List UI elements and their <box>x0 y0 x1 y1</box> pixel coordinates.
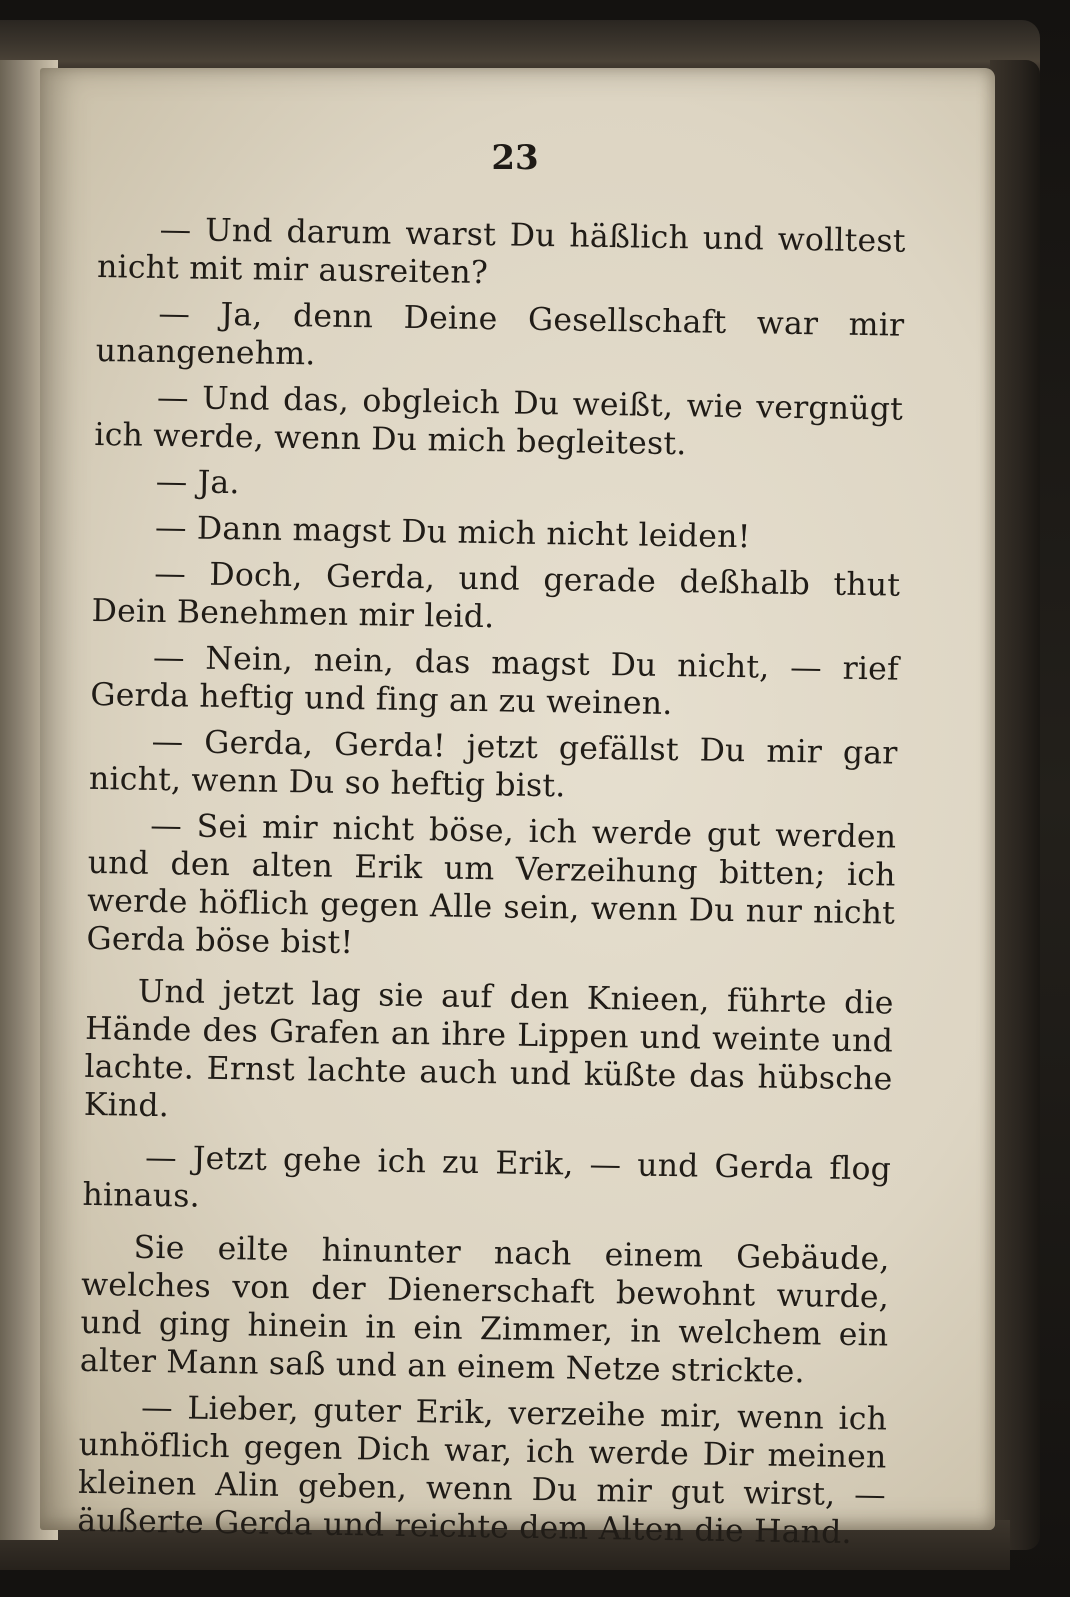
paragraph: — Und darum warst Du häßlich und wolltest nicht mit mir ausreiten? <box>96 211 906 292</box>
paragraph: — Ja, denn Deine Gesellschaft war mir unangenehm. <box>95 295 905 373</box>
paragraph: — Jetzt gehe ich zu Erik, — und Gerda flog hinaus. <box>82 1139 892 1215</box>
paragraph: — Ja. <box>155 463 240 502</box>
paragraph: — Und das, obgleich Du weißt, wie vergnügt ich werde, wenn Du mich begleitest. <box>94 379 904 463</box>
paragraph: — Lieber, guter Erik, verzeihe mir, wenn ich unhöflich gegen Dich war, ich werde Dir meinen kleinen Alin geben, wenn Du mir gut wirst, — äußerte Gerda und reichte dem Alten die Hand. <box>77 1389 888 1552</box>
page-text <box>77 210 906 1553</box>
paragraph: Und jetzt lag sie auf den Knieen, führte die Hände des Grafen an ihre Lippen und weinte und lachte. Ernst lachte auch und küßte das hübsche Kind. <box>83 973 894 1125</box>
page-number: 23 <box>491 138 539 178</box>
paragraph: — Nein, nein, das magst Du nicht, — rief Gerda heftig und fing an zu weinen. <box>90 639 900 723</box>
paragraph: — Doch, Gerda, und gerade deßhalb thut Dein Benehmen mir leid. <box>91 555 901 636</box>
paragraph: — Sei mir nicht böse, ich werde gut werden und den alten Erik um Verzeihung bitten; ich werde höflich gegen Alle sein, wenn Du nur nicht Gerda böse bist! <box>86 807 897 962</box>
book-cover-right-edge <box>990 60 1040 1550</box>
paragraph: — Gerda, Gerda! jetzt gefällst Du mir gar nicht, wenn Du so heftig bist. <box>88 723 898 805</box>
paragraph: — Dann magst Du mich nicht leiden! <box>154 509 751 556</box>
book-cover-top-edge <box>0 20 1040 75</box>
paragraph: Sie eilte hinunter nach einem Gebäude, welches von der Dienerschaft bewohnt wurde, und ging hinein in ein Zimmer, in welchem ein alter Mann saß und an einem Netze strickte. <box>79 1229 890 1391</box>
